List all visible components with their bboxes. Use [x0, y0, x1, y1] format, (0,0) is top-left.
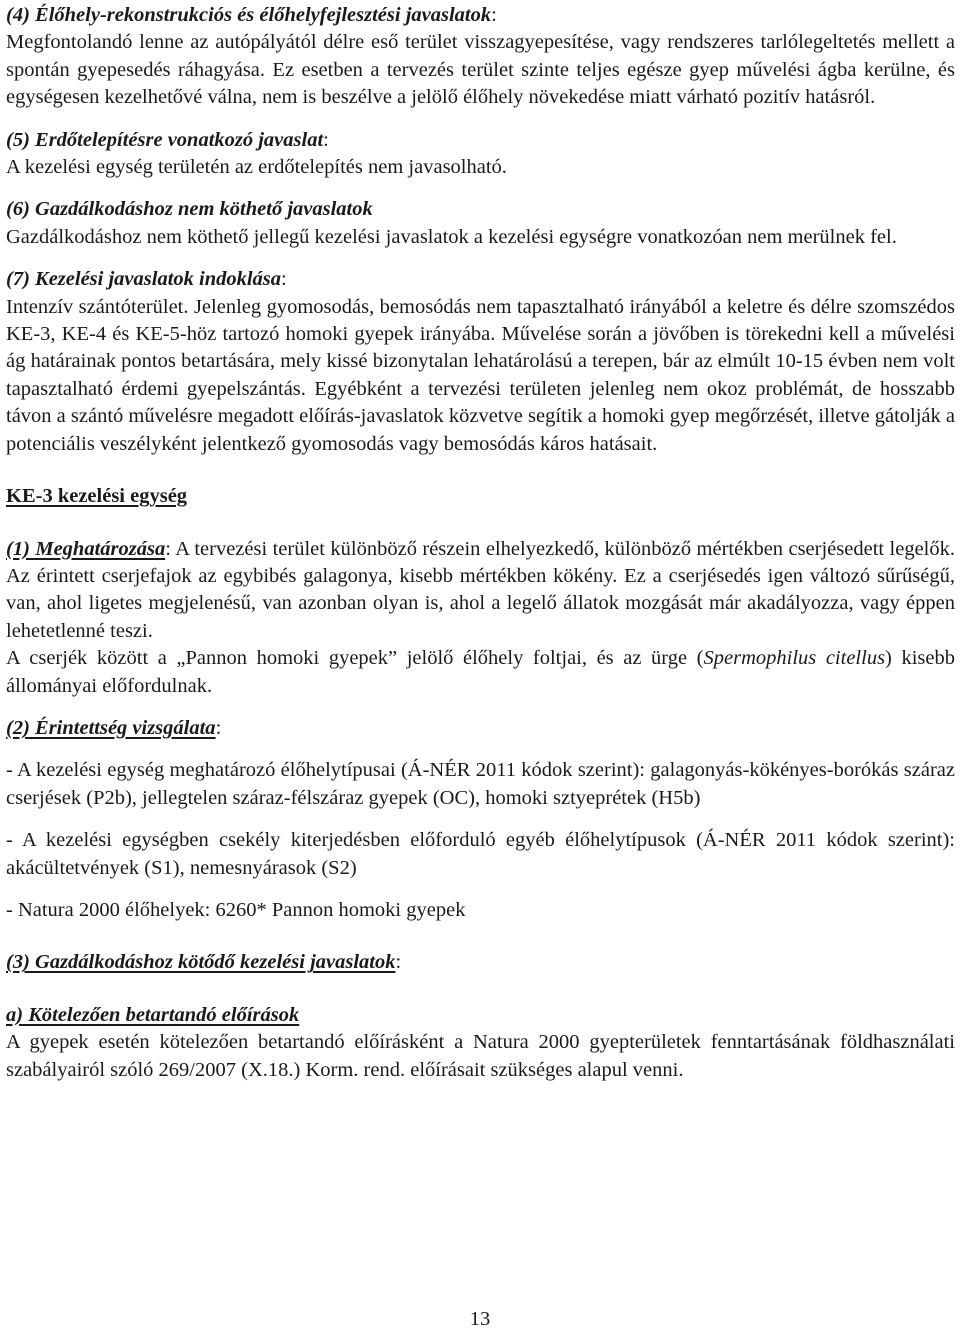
ke3-mandatory-heading: a) Kötelezően betartandó előírások [6, 1003, 300, 1026]
ke3-title-line [6, 483, 955, 510]
ke3-species-text-b: ) kisebb állományai előfordulnak. [6, 647, 955, 697]
ke3-management-heading: (3) Gazdálkodáshoz kötődő kezelési javaslatok [6, 951, 396, 974]
ke3-impact-item-2: - A kezelési egységben csekély kiterjedésben előforduló egyéb élőhelytípusok (Á-NÉR 2011 kódok szerint): akácültetvények (S1), nemesnyárasok (S2) [6, 829, 955, 879]
ke3-species-text-a: A cserjék között a „Pannon homoki gyepek” jelölő élőhely foltjai, és az ürge ( [6, 647, 704, 670]
ke3-mandatory-heading-line [6, 1002, 955, 1029]
ke3-definition-colon: : [165, 537, 171, 560]
section-7-heading-line [6, 266, 955, 293]
document-page [6, 2, 955, 1084]
section-7-body: Intenzív szántóterület. Jelenleg gyomosodás, bemosódás nem tapasztalható irányából a keletre és délre szomszédos KE-3, KE-4 és KE-5-höz tartozó homoki gyepek irányába. Művelése során a jövőben is törekedni kell a művelési ág határainak pontos betartására, mely kissé bizonytalan lehatárolású a terepen, bár az elmúlt 10-15 évben nem volt tapasztalható érdemi gyepelszántás. Egyébként a tervezési területen jelenleg nem okoz problémát, de hosszabb távon a szántó művelésre megadott előírás-javaslatok közvetve segítik a homoki gyep megőrzését, illetve gátolják a potenciális veszélyként jelentkező gyomosodás vagy bemosódás káros hatásait. [6, 295, 955, 455]
ke3-title: KE-3 kezelési egység [6, 485, 188, 508]
section-5-colon: : [323, 128, 329, 151]
ke3-impact-item-1: - A kezelési egység meghatározó élőhelytípusai (Á-NÉR 2011 kódok szerint): galagonyás-kökényes-borókás száraz cserjések (P2b), jellegtelen száraz-félszáraz gyepek (OC), homoki sztyeprétek (H5b) [6, 759, 955, 809]
ke3-impact-item-3: - Natura 2000 élőhelyek: 6260* Pannon homoki gyepek [6, 898, 466, 921]
section-7-colon: : [281, 268, 287, 291]
section-6-heading-line [6, 196, 955, 223]
ke3-definition-paragraph [6, 536, 955, 646]
ke3-definition-heading: (1) Meghatározása [6, 537, 166, 560]
ke3-management-heading-line [6, 949, 955, 976]
ke3-species-name: Spermophilus citellus [703, 647, 886, 670]
page-number: 13 [469, 1308, 491, 1330]
ke3-impact-heading: (2) Érintettség vizsgálata [6, 716, 216, 739]
section-4-colon: : [491, 4, 497, 26]
ke3-definition-body: A tervezési terület különböző részein elhelyezkedő, különböző mértékben cserjésedett legelők. Az érintett cserjefajok az egybibés galagonya, kisebb mértékben kökény. Ez a cserjésedés igen változó sűrűségű, van, ahol ligetes megjelenésű, van azonban olyan is, ahol a legelő állatok mozgását már akadályozza, vagy éppen lehetetlenné teszi. [6, 537, 955, 642]
ke3-impact-heading-line [6, 715, 955, 742]
section-6-heading: (6) Gazdálkodáshoz nem köthető javaslatok [6, 198, 373, 221]
ke3-impact-colon: : [215, 716, 222, 739]
ke3-management-colon: : [395, 951, 402, 974]
section-6-body: Gazdálkodáshoz nem köthető jellegű kezelési javaslatok a kezelési egységre vonatkozóan nem merülnek fel. [6, 225, 897, 248]
ke3-definition-species-paragraph [6, 645, 955, 700]
ke3-mandatory-body: A gyepek esetén kötelezően betartandó előírásként a Natura 2000 gyepterületek fenntartásának földhasználati szabályairól szóló 269/2007 (X.18.) Korm. rend. előírásait szükséges alapul venni. [6, 1031, 955, 1081]
section-5-heading-line [6, 127, 955, 154]
section-4-body: Megfontolandó lenne az autópályától délre eső terület visszagyepesítése, vagy rendszeres tarlólegeltetés mellett a spontán gyepesedés ráhagyása. Ez esetben a tervezés terület szinte teljes egésze gyep művelési ágba kerülne, és egységesen kezelhetővé válna, nem is beszélve a jelölő élőhely növekedése miatt várható pozitív hatásról. [6, 31, 955, 109]
section-5-body: A kezelési egység területén az erdőtelepítés nem javasolható. [6, 156, 507, 179]
section-5-heading: (5) Erdőtelepítésre vonatkozó javaslat [6, 128, 324, 151]
section-4-heading: (4) Élőhely-rekonstrukciós és élőhelyfejlesztési javaslatok [6, 4, 492, 26]
section-7-heading: (7) Kezelési javaslatok indoklása [6, 268, 282, 291]
section-4-heading-line [6, 2, 955, 29]
